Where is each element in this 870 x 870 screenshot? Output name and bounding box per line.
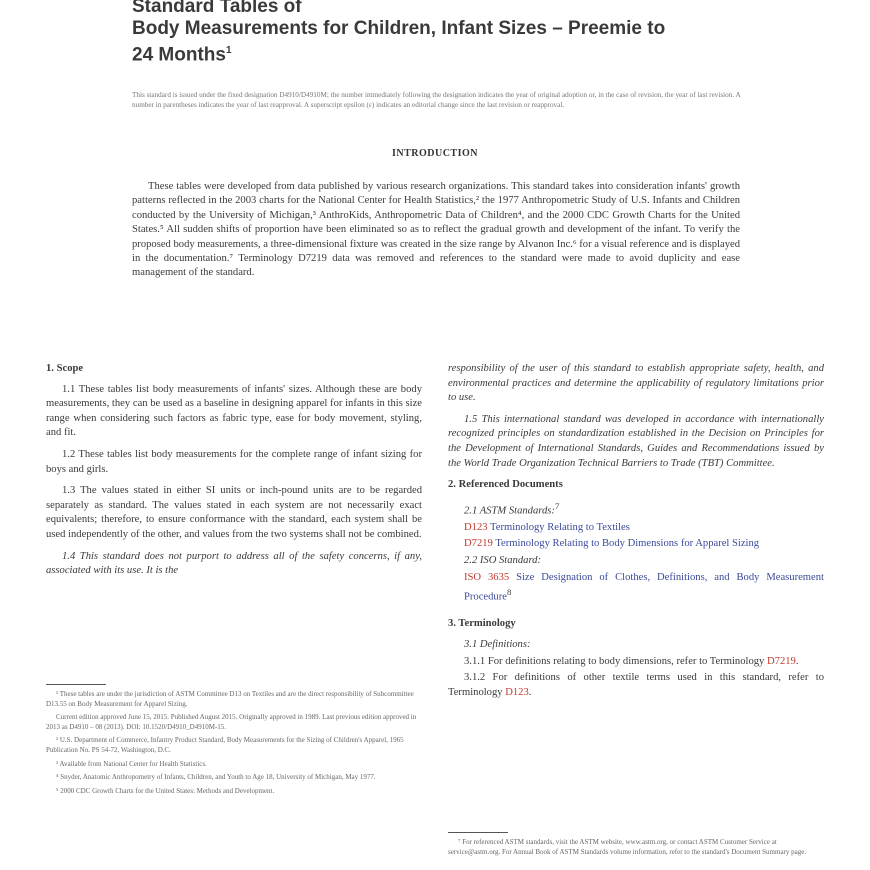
title-line-3 xyxy=(132,40,772,66)
title-line-1: Standard Tables of xyxy=(132,0,302,17)
scope-1-2: 1.2 These tables list body measurements for the complete range of infant sizing for boys and girls. xyxy=(46,448,422,475)
scope-1-5: 1.5 This international standard was developed in accordance with internationally recognized principles on standardization established in the Decision on Principles for the Development of International Standards, Guides and Recommendations issued by the World Trade Organization Technical Barriers to Trade (TBT) Committee. xyxy=(448,413,824,469)
terminology-heading: 3. Terminology xyxy=(448,618,516,630)
scope-heading: 1. Scope xyxy=(46,363,84,374)
referenced-documents-heading: 2. Referenced Documents xyxy=(448,479,563,491)
scope-1-1: 1.1 These tables list body measurements of infants' sizes. Although these are body measurements, they can be used as a baseline in designing apparel for infants in this size range when considering such factors as fabric type, ease for body movement, styling, and fit. xyxy=(46,383,422,439)
reference-code[interactable]: D7219 xyxy=(464,538,493,550)
reference-d7219[interactable] xyxy=(464,537,824,552)
document-title xyxy=(132,0,772,66)
designation-note: This standard is issued under the fixed designation D4910/D4910M; the number immediately following the designation indicates the year of original adoption or, in the case of revision, the year of last revision. A number in parentheses indicates the year of last reapproval. A superscript epsilon (ε) indicates an editorial change since the last revision or reapproval. xyxy=(132,91,741,109)
footnote-2: ² U.S. Department of Commerce, Infantry Product Standard, Body Measurements for the Sizing of Children's Apparel, 1965 Publication No. PS 54-72, Washington, D.C. xyxy=(46,736,404,754)
astm-footnote-mark: 7 xyxy=(554,500,560,511)
reference-d123[interactable] xyxy=(464,521,824,536)
reference-title[interactable]: Terminology Relating to Textiles xyxy=(490,521,630,533)
right-column xyxy=(448,362,824,707)
reference-title[interactable]: Terminology Relating to Body Dimensions for Apparel Sizing xyxy=(495,538,760,550)
left-column xyxy=(46,362,422,586)
terminology-3-1-2: 3.1.2 For definitions of other textile terms used in this standard, refer to Terminology D123. xyxy=(448,672,824,698)
title-line-2: Body Measurements for Children, Infant Sizes – Preemie to xyxy=(132,18,666,39)
introduction-paragraph: These tables were developed from data published by various research organizations. This standard takes into consideration infants' growth patterns reflected in the 2003 charts for the National Center for Health Statistics,² the 1977 Anthropometric Study of U.S. Infants and Children conducted by the University of Michigan,³ AnthroKids, Anthropometric Data of Children⁴, and the 2000 CDC Growth Charts for the United States.⁵ All sudden shifts of proportion have been eliminated so as to reflect the gradual growth and development of the infant. To verify the proposed body measurements, a three-dimensional fixture was created in the size range by Alvanon Inc.⁶ for a visual reference and is displayed in the documentation.⁷ Terminology D7219 data was removed and references to the standard were made to avoid duplicity and ease management of the standard. xyxy=(132,181,740,279)
footnotes-left xyxy=(46,690,422,800)
reference-title[interactable]: Size Designation of Clothes, Definitions, and Body Measurement Procedure xyxy=(464,571,824,603)
reference-iso-3635[interactable] xyxy=(464,571,824,606)
title-footnote-mark: 1 xyxy=(225,45,232,56)
introduction-heading: INTRODUCTION xyxy=(391,148,478,159)
footnotes-right xyxy=(448,838,824,857)
footnote-divider-right xyxy=(448,832,508,833)
footnote-5: ⁵ 2000 CDC Growth Charts for the United States: Methods and Development. xyxy=(56,786,275,795)
title-line-3-text: 24 Months xyxy=(132,44,226,66)
footnote-7: ⁷ For referenced ASTM standards, visit the ASTM website, www.astm.org, or contact ASTM Customer Service at service@astm.org. For Annual Book of ASTM Standards volume information, refer to the standard's Document Summary page. xyxy=(448,838,807,856)
iso-standard-label xyxy=(464,554,824,569)
scope-1-4-continued: responsibility of the user of this standard to establish appropriate safety, health, and environmental practices and determine the applicability of regulatory limitations prior to use. xyxy=(448,363,824,404)
footnote-1-edition: Current edition approved June 15, 2015. Published August 2015. Originally approved in 1989. Last previous edition approved in 2013 as D4910 – 08 (2013). DOI: 10.1520/D4910_D4910M-15. xyxy=(46,713,417,731)
introduction-body xyxy=(132,180,740,281)
terminology-3-1-2-text: 3.1.2 For definitions of other textile terms used in this standard, refer to Terminology xyxy=(448,672,824,698)
scope-1-3: 1.3 The values stated in either SI units or inch-pound units are to be regarded separately as standard. The values stated in each system are not necessarily exact equivalents; therefore, to ensure conformance with the standard, each system shall be used independently of the other, and values from the two systems shall not be combined. xyxy=(46,485,422,540)
footnote-4: ⁴ Snyder, Anatomic Anthropometry of Infants, Children, and Youth to Age 18, University of Michigan, May 1977. xyxy=(56,773,376,782)
scope-1-4: 1.4 This standard does not purport to address all of the safety concerns, if any, associated with its use. It is the xyxy=(46,550,422,577)
iso-label-text: 2.2 ISO Standard: xyxy=(464,555,541,567)
footnote-divider-left xyxy=(46,684,106,685)
reference-code[interactable]: D123 xyxy=(464,521,488,533)
astm-standards-label xyxy=(464,499,824,519)
terminology-link-d7219[interactable]: D7219 xyxy=(767,655,796,667)
footnote-1: ¹ These tables are under the jurisdiction of ASTM Committee D13 on Textiles and are the direct responsibility of Subcommittee D13.55 on Body Measurement for Apparel Sizing. xyxy=(46,690,414,708)
definitions-label: 3.1 Definitions: xyxy=(464,638,531,650)
terminology-3-1-1: 3.1.1 For definitions relating to body dimensions, refer to Terminology D7219. xyxy=(464,655,799,667)
reference-code[interactable]: ISO 3635 xyxy=(464,571,510,583)
terminology-link-d123[interactable]: D123 xyxy=(505,686,529,698)
terminology-3-1-1-text: 3.1.1 For definitions relating to body dimensions, refer to Terminology xyxy=(464,655,765,667)
iso-footnote-mark: 8 xyxy=(506,587,512,598)
footnote-3: ³ Available from National Center for Health Statistics. xyxy=(56,759,207,768)
astm-label-text: 2.1 ASTM Standards: xyxy=(464,505,555,517)
